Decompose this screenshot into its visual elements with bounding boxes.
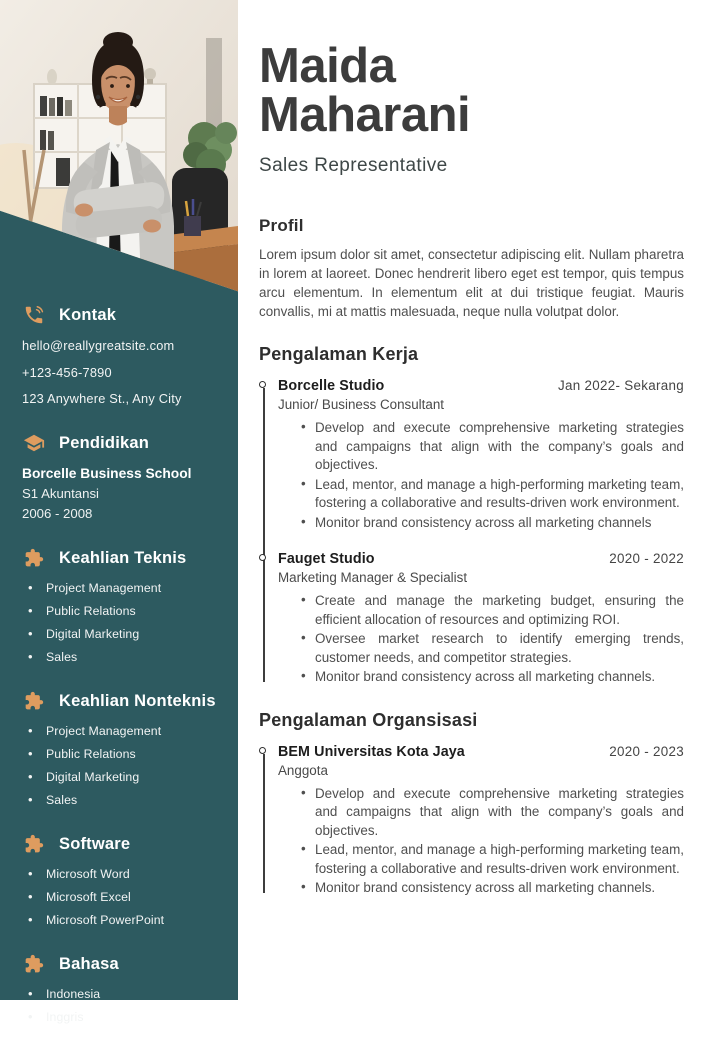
list-item: • Public Relations: [28, 747, 218, 761]
entry-bullets: [278, 785, 684, 898]
list-item: • Project Management: [28, 724, 218, 738]
bullet-item: • Monitor brand consistency across all marketing channels.: [301, 879, 684, 898]
sidebar-section-keahlian-nonteknis: [22, 689, 218, 807]
bullet-item: • Develop and execute comprehensive marketing strategies and campaigns that align with the company’s goals and objectives.: [301, 419, 684, 475]
experience-entry: [278, 551, 684, 687]
list-item: • Inggris: [28, 1010, 218, 1024]
entry-period: 2020 - 2023: [609, 743, 684, 759]
sidebar-section-pendidikan: [22, 431, 218, 521]
bullet-item: • Monitor brand consistency across all marketing channels: [301, 514, 684, 533]
profil-text: Lorem ipsum dolor sit amet, consectetur adipiscing elit. Nullam pharetra in lorem at laoreet. Donec hendrerit libero eget est tempor, quis tempus arcu elementum. In elementum elit at dui tristique feugiat. Mauris convallis, mi at mattis malesuada, neque nulla volutpat dolor.: [259, 247, 684, 320]
contact-address: 123 Anywhere St., Any City: [22, 391, 182, 406]
list-item: • Microsoft Word: [28, 867, 218, 881]
soft-skills-list: [28, 724, 218, 807]
sidebar-section-title: Keahlian Teknis: [59, 548, 187, 567]
bullet-item: • Oversee market research to identify emerging trends, customer needs, and competitor strategies.: [301, 630, 684, 667]
phone-icon: [22, 303, 46, 327]
list-item: • Microsoft Excel: [28, 890, 218, 904]
section-title: Pengalaman Kerja: [259, 344, 419, 365]
puzzle-icon: [22, 546, 46, 570]
section-pengalaman-kerja: [259, 344, 684, 687]
section-profil: [259, 216, 684, 321]
bullet-item: • Create and manage the marketing budget, ensuring the efficient allocation of resources and optimizing ROI.: [301, 592, 684, 629]
org-timeline: [259, 744, 684, 898]
bullet-item: • Lead, mentor, and manage a high-performing marketing team, fostering a collaborative and results-driven work environment.: [301, 476, 684, 513]
sidebar-section-title: Software: [59, 834, 131, 853]
languages-list: [28, 987, 218, 1024]
sidebar-section-title: Keahlian Nonteknis: [59, 691, 216, 710]
entry-period: 2020 - 2022: [609, 551, 684, 567]
list-item: • Sales: [28, 793, 218, 807]
education-degree: S1 Akuntansi: [22, 486, 99, 501]
organization-name: BEM Universitas Kota Jaya: [278, 743, 465, 760]
bullet-item: • Lead, mentor, and manage a high-performing marketing team, fostering a collaborative and results-driven work environment.: [301, 841, 684, 878]
list-item: • Project Management: [28, 581, 218, 595]
sidebar: [0, 0, 238, 1024]
sidebar-section-bahasa: [22, 952, 218, 1024]
work-timeline: [259, 378, 684, 687]
bullet-item: • Develop and execute comprehensive marketing strategies and campaigns that align with the company’s goals and objectives.: [301, 785, 684, 841]
sidebar-section-title: Bahasa: [59, 954, 119, 973]
experience-entry: [278, 744, 684, 898]
section-title: Pengalaman Organsisasi: [259, 709, 478, 730]
education-school: Borcelle Business School: [22, 466, 192, 481]
sidebar-section-kontak: [22, 303, 218, 406]
entry-role: Anggota: [278, 762, 328, 778]
graduation-cap-icon: [22, 431, 46, 455]
list-item: • Digital Marketing: [28, 627, 218, 641]
entry-period: Jan 2022- Sekarang: [557, 378, 684, 394]
software-list: [28, 867, 218, 927]
entry-role: Junior/ Business Consultant: [278, 397, 444, 413]
main-content: [238, 0, 707, 1000]
contact-phone: +123-456-7890: [22, 364, 112, 380]
sidebar-section-title: Kontak: [59, 305, 117, 324]
experience-entry: [278, 378, 684, 532]
entry-bullets: [278, 419, 684, 532]
sidebar-section-title: Pendidikan: [59, 433, 150, 452]
contact-email: hello@reallygreatsite.com: [22, 338, 175, 353]
section-title: Profil: [259, 216, 304, 235]
sidebar-section-software: [22, 832, 218, 927]
company-name: Fauget Studio: [278, 551, 375, 568]
timeline-dot: [259, 747, 266, 754]
technical-skills-list: [28, 581, 218, 664]
sidebar-section-keahlian-teknis: [22, 546, 218, 664]
section-pengalaman-organisasi: [259, 710, 684, 898]
bullet-item: • Monitor brand consistency across all marketing channels.: [301, 668, 684, 687]
puzzle-icon: [22, 952, 46, 976]
sidebar-content: [0, 303, 238, 1049]
entry-role: Marketing Manager & Specialist: [278, 570, 468, 586]
puzzle-icon: [22, 689, 46, 713]
person-name: Maida Maharani: [259, 39, 471, 142]
company-name: Borcelle Studio: [278, 378, 385, 395]
education-years: 2006 - 2008: [22, 506, 93, 521]
list-item: • Sales: [28, 650, 218, 664]
puzzle-icon: [22, 832, 46, 856]
list-item: • Public Relations: [28, 604, 218, 618]
profile-photo: [0, 0, 238, 310]
list-item: • Microsoft PowerPoint: [28, 913, 218, 927]
timeline-dot: [259, 554, 266, 561]
timeline-dot: [259, 381, 266, 388]
job-title: Sales Representative: [259, 155, 448, 176]
entry-bullets: [278, 592, 684, 687]
list-item: • Digital Marketing: [28, 770, 218, 784]
list-item: • Indonesia: [28, 987, 218, 1001]
